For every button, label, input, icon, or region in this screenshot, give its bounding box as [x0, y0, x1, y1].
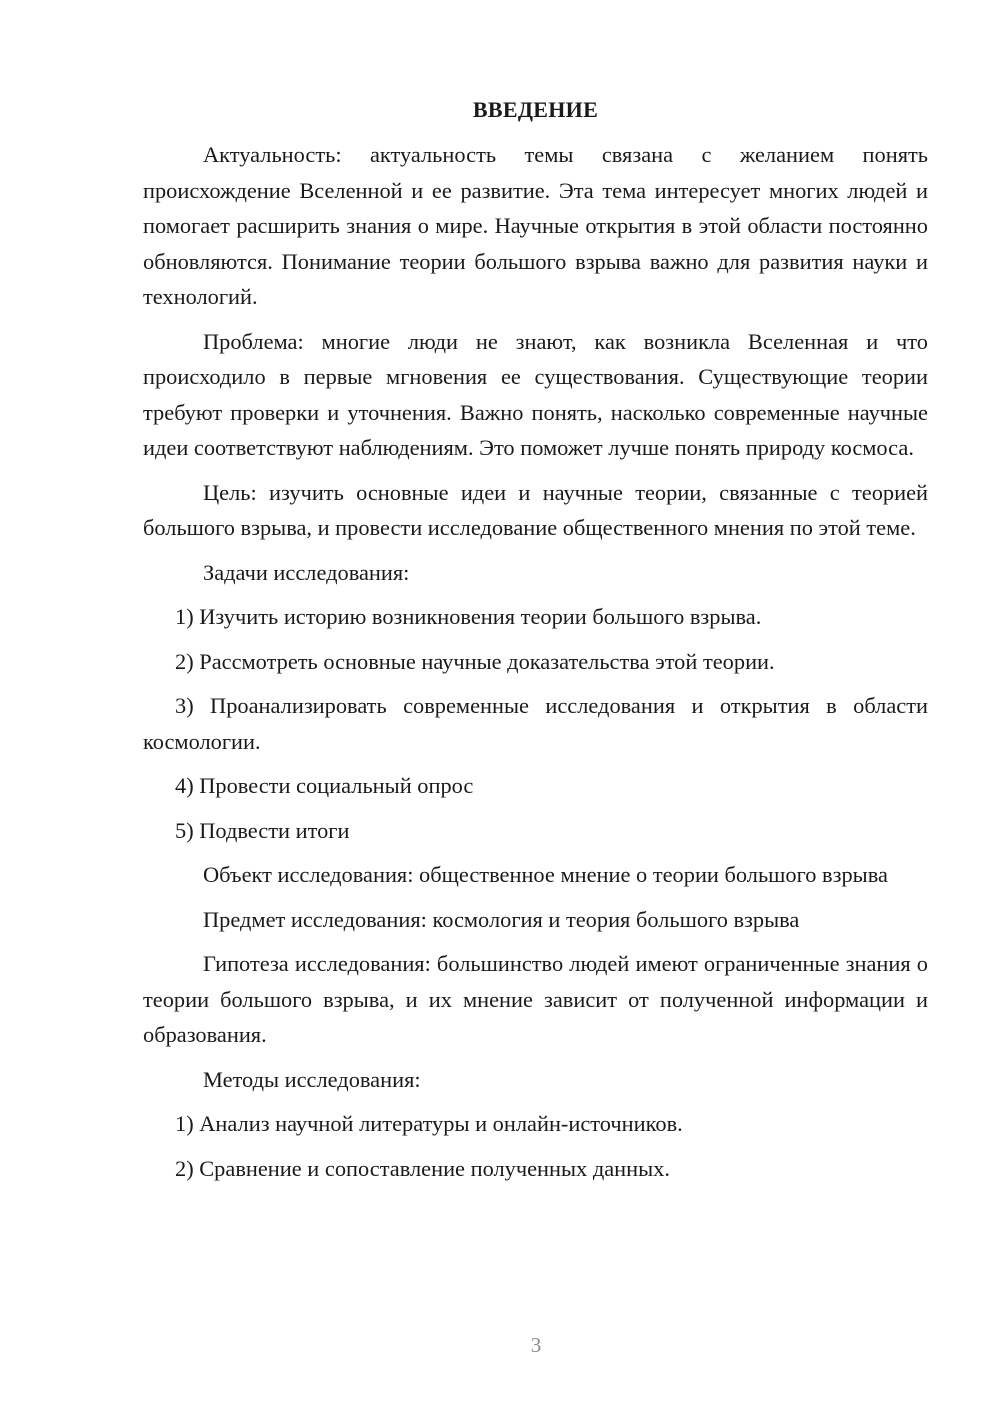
subject-paragraph: Предмет исследования: космология и теория большого взрыва	[203, 906, 800, 932]
relevance-paragraph: Актуальность: актуальность темы связана с желанием понять происхождение Вселенной и ее развитие. Эта тема интересует многих людей и помогает расширить знания о мире. Научные открытия в этой области постоянно обновляются. Понимание теории большого взрыва важно для развития науки и технологий.	[143, 142, 928, 309]
task-item-3: 3) Проанализировать современные исследования и открытия в области космологии.	[143, 693, 928, 754]
task-item-4: 4) Провести социальный опрос	[175, 773, 474, 798]
goal-paragraph: Цель: изучить основные идеи и научные теории, связанные с теорией большого взрыва, и провести исследование общественного мнения по этой теме.	[143, 479, 928, 540]
tasks-label: Задачи исследования:	[203, 559, 410, 585]
method-item-2: 2) Сравнение и сопоставление полученных данных.	[175, 1155, 670, 1181]
hypothesis-paragraph: Гипотеза исследования: большинство людей имеют ограниченные знания о теории большого взрыва, и их мнение зависит от полученной информации и образования.	[143, 951, 928, 1047]
task-item-2: 2) Рассмотреть основные научные доказательства этой теории.	[175, 648, 775, 674]
object-paragraph: Объект исследования: общественное мнение о теории большого взрыва	[203, 862, 888, 887]
problem-paragraph: Проблема: многие люди не знают, как возникла Вселенная и что происходило в первые мгновения ее существования. Существующие теории требуют проверки и уточнения. Важно понять, насколько современные научные идеи соответствуют наблюдениям. Это поможет лучше понять природу космоса.	[143, 328, 928, 460]
page-number: 3	[530, 1333, 542, 1357]
task-item-5: 5) Подвести итоги	[175, 817, 350, 843]
methods-label: Методы исследования:	[203, 1066, 421, 1092]
method-item-1: 1) Анализ научной литературы и онлайн-источников.	[175, 1111, 683, 1136]
section-title: ВВЕДЕНИЕ	[472, 97, 599, 122]
document-page	[143, 95, 928, 1195]
task-item-1: 1) Изучить историю возникновения теории большого взрыва.	[175, 604, 762, 629]
